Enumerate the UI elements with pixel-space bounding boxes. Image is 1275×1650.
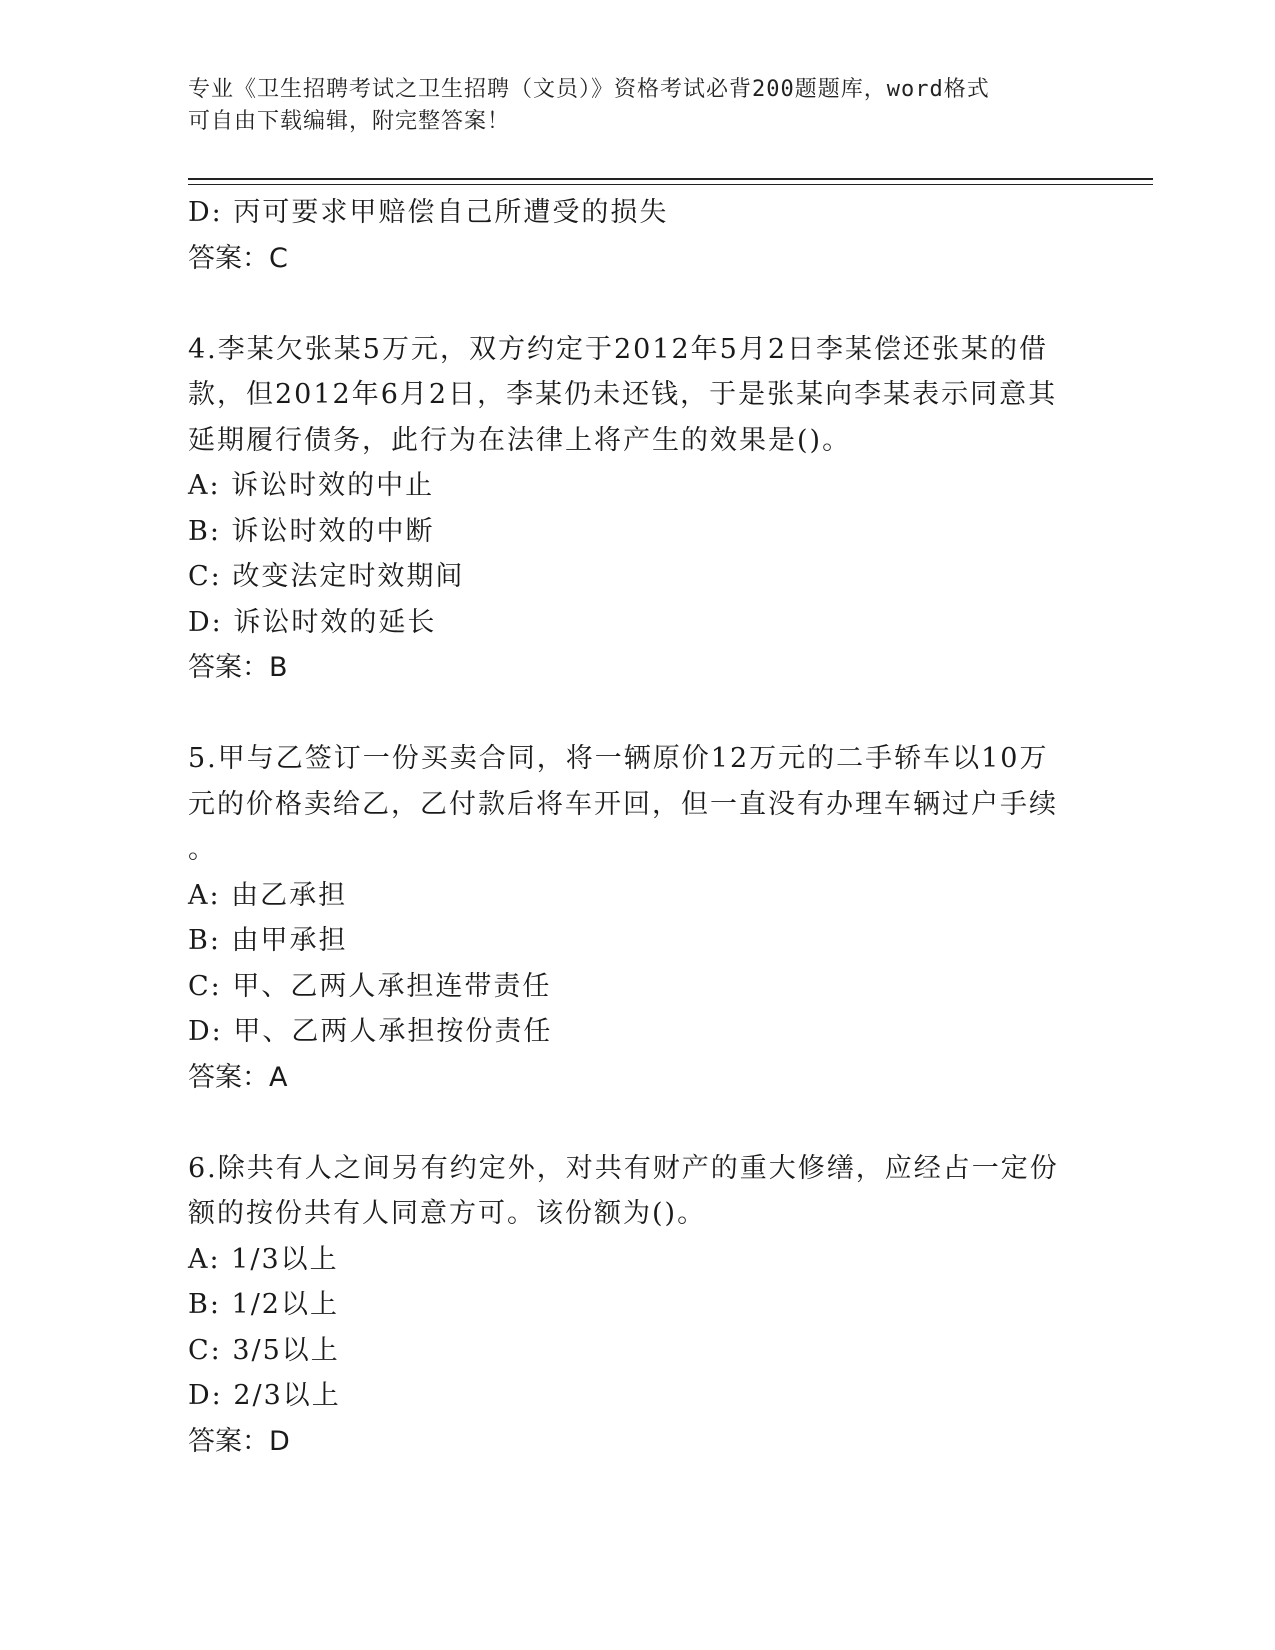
option-d: D: 2/3以上 [188,1380,341,1411]
question-3-tail [188,190,1088,281]
header-line-2: 可自由下载编辑，附完整答案！ [188,109,511,134]
question-stem: 5.甲与乙签订一份买卖合同，将一辆原价12万元的二手轿车以10万 [188,743,1049,774]
option-c: C: 3/5以上 [188,1334,340,1366]
option-a: A: 由乙承担 [188,879,348,911]
question-stem: 。 [188,834,217,865]
question-stem: 延期履行债务，此行为在法律上将产生的效果是()。 [188,424,852,456]
question-stem: 款，但2012年6月2日，李某仍未还钱，于是张某向李某表示同意其 [188,379,1058,410]
answer-line: 答案：C [188,242,288,274]
option-d: D: 诉讼时效的延长 [188,606,437,638]
option-a: A: 1/3以上 [188,1243,339,1275]
question-6 [188,1146,1088,1465]
header-line-1: 专业《卫生招聘考试之卫生招聘（文员）》资格考试必背200题题库，word格式 [188,77,990,102]
header-divider-thin [188,184,1153,185]
question-list [188,190,1088,1464]
document-header [188,74,1058,138]
answer-line: 答案：D [188,1425,290,1457]
question-stem: 元的价格卖给乙，乙付款后将车开回，但一直没有办理车辆过户手续 [188,788,1058,820]
option-c: C: 甲、乙两人承担连带责任 [188,970,552,1002]
option-b: B: 1/2以上 [188,1289,339,1320]
option-d: D: 甲、乙两人承担按份责任 [188,1016,553,1047]
option-d: D: 丙可要求甲赔偿自己所遭受的损失 [188,197,669,228]
answer-line: 答案：A [188,1061,288,1093]
question-5 [188,736,1088,1100]
option-c: C: 改变法定时效期间 [188,561,465,592]
question-stem: 4.李某欠张某5万元，双方约定于2012年5月2日李某偿还张某的借 [188,333,1049,365]
question-4 [188,327,1088,691]
question-stem: 额的按份共有人同意方可。该份额为()。 [188,1198,707,1229]
option-b: B: 诉讼时效的中断 [188,515,435,547]
answer-line: 答案：B [188,652,288,683]
option-a: A: 诉讼时效的中止 [188,470,435,501]
option-b: B: 由甲承担 [188,925,348,956]
question-stem: 6.除共有人之间另有约定外，对共有财产的重大修缮，应经占一定份 [188,1152,1059,1184]
header-divider-thick [188,178,1153,180]
